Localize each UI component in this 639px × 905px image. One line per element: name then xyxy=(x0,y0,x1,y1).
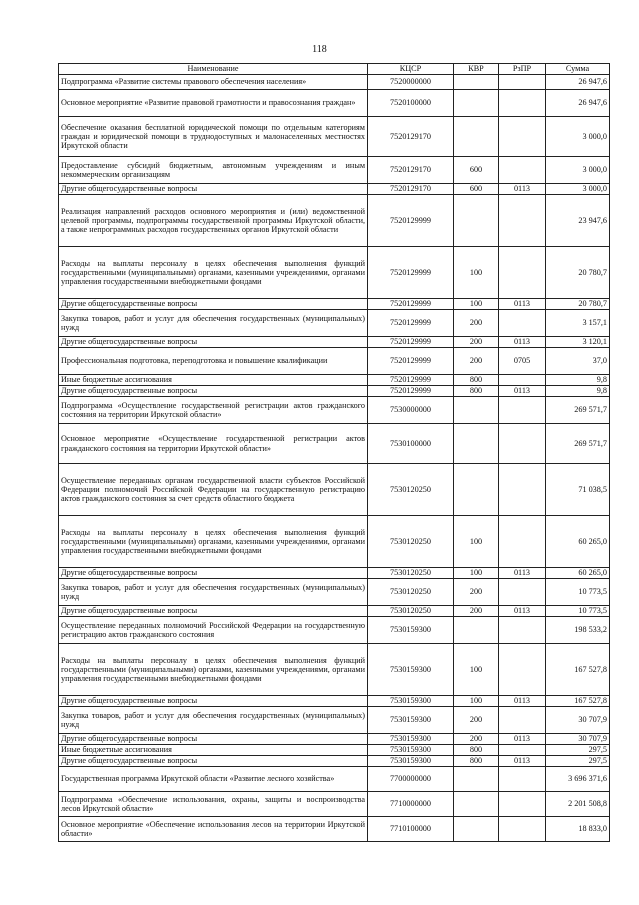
row-kcsr: 7530120250 xyxy=(368,606,454,617)
row-amount: 297,5 xyxy=(546,745,610,756)
table-row xyxy=(59,397,610,424)
row-name: Подпрограмма «Обеспечение использования, охраны, защиты и воспроизводства лесов Иркутской области» xyxy=(59,792,368,817)
row-amount: 3 120,1 xyxy=(546,337,610,348)
row-kcsr: 7710100000 xyxy=(368,817,454,842)
budget-table xyxy=(58,63,610,842)
row-amount: 37,0 xyxy=(546,348,610,375)
row-rzpr xyxy=(499,644,546,696)
row-kcsr: 7530159300 xyxy=(368,745,454,756)
row-amount: 20 780,7 xyxy=(546,247,610,299)
table-row xyxy=(59,606,610,617)
row-name: Другие общегосударственные вопросы xyxy=(59,337,368,348)
row-kvr xyxy=(454,792,499,817)
row-name: Другие общегосударственные вопросы xyxy=(59,386,368,397)
row-kvr: 200 xyxy=(454,348,499,375)
row-rzpr xyxy=(499,310,546,337)
row-amount: 198 533,2 xyxy=(546,617,610,644)
row-amount: 30 707,9 xyxy=(546,734,610,745)
table-row xyxy=(59,348,610,375)
table-row xyxy=(59,707,610,734)
row-kvr: 800 xyxy=(454,745,499,756)
table-row xyxy=(59,157,610,184)
row-amount: 9,8 xyxy=(546,375,610,386)
row-kcsr: 7530120250 xyxy=(368,568,454,579)
row-kcsr: 7520129999 xyxy=(368,337,454,348)
table-row xyxy=(59,184,610,195)
table-row xyxy=(59,696,610,707)
row-amount: 3 157,1 xyxy=(546,310,610,337)
row-amount: 269 571,7 xyxy=(546,424,610,464)
row-name: Расходы на выплаты персоналу в целях обеспечения выполнения функций государственными (муниципальными) органами, казенными учреждениями, органами управления государственными внебюджетными фондами xyxy=(59,247,368,299)
row-name: Предоставление субсидий бюджетным, автономным учреждениям и иным некоммерческим организациям xyxy=(59,157,368,184)
table-header-row xyxy=(59,64,610,75)
row-kvr: 200 xyxy=(454,707,499,734)
row-kcsr: 7530159300 xyxy=(368,734,454,745)
table-row xyxy=(59,90,610,117)
row-rzpr: 0113 xyxy=(499,337,546,348)
row-rzpr: 0705 xyxy=(499,348,546,375)
row-kvr xyxy=(454,117,499,157)
row-kcsr: 7520129999 xyxy=(368,195,454,247)
row-kvr: 600 xyxy=(454,184,499,195)
row-amount: 10 773,5 xyxy=(546,579,610,606)
row-kcsr: 7520100000 xyxy=(368,90,454,117)
row-kcsr: 7520000000 xyxy=(368,75,454,90)
row-rzpr: 0113 xyxy=(499,756,546,767)
row-amount: 30 707,9 xyxy=(546,707,610,734)
row-name: Подпрограмма «Осуществление государственной регистрации актов гражданского состояния на территории Иркутской области» xyxy=(59,397,368,424)
table-row xyxy=(59,247,610,299)
row-kcsr: 7520129999 xyxy=(368,386,454,397)
row-amount: 167 527,8 xyxy=(546,696,610,707)
row-rzpr xyxy=(499,375,546,386)
row-kcsr: 7530159300 xyxy=(368,707,454,734)
header-kcsr: КЦСР xyxy=(368,64,454,75)
row-amount: 167 527,8 xyxy=(546,644,610,696)
row-kvr: 100 xyxy=(454,516,499,568)
row-rzpr xyxy=(499,707,546,734)
row-kvr xyxy=(454,195,499,247)
row-rzpr xyxy=(499,792,546,817)
row-kvr: 600 xyxy=(454,157,499,184)
row-amount: 60 265,0 xyxy=(546,568,610,579)
row-rzpr: 0113 xyxy=(499,568,546,579)
row-kcsr: 7710000000 xyxy=(368,792,454,817)
row-kcsr: 7520129999 xyxy=(368,310,454,337)
row-kcsr: 7520129999 xyxy=(368,348,454,375)
table-row xyxy=(59,424,610,464)
row-kvr: 800 xyxy=(454,386,499,397)
row-name: Другие общегосударственные вопросы xyxy=(59,734,368,745)
row-kvr xyxy=(454,817,499,842)
table-row xyxy=(59,386,610,397)
table-row xyxy=(59,745,610,756)
page-number: 118 xyxy=(312,44,327,55)
row-amount: 26 947,6 xyxy=(546,75,610,90)
row-kvr: 200 xyxy=(454,734,499,745)
row-kcsr: 7520129999 xyxy=(368,375,454,386)
row-name: Иные бюджетные ассигнования xyxy=(59,375,368,386)
header-kvr: КВР xyxy=(454,64,499,75)
row-kvr: 200 xyxy=(454,337,499,348)
row-amount: 9,8 xyxy=(546,386,610,397)
row-kvr: 200 xyxy=(454,579,499,606)
table-row xyxy=(59,817,610,842)
row-rzpr: 0113 xyxy=(499,184,546,195)
row-name: Другие общегосударственные вопросы xyxy=(59,696,368,707)
row-name: Расходы на выплаты персоналу в целях обеспечения выполнения функций государственными (муниципальными) органами, казенными учреждениями, органами управления государственными внебюджетными фондами xyxy=(59,644,368,696)
row-rzpr xyxy=(499,117,546,157)
header-amount: Сумма xyxy=(546,64,610,75)
row-rzpr: 0113 xyxy=(499,386,546,397)
row-amount: 26 947,6 xyxy=(546,90,610,117)
row-rzpr xyxy=(499,157,546,184)
row-name: Государственная программа Иркутской области «Развитие лесного хозяйства» xyxy=(59,767,368,792)
row-amount: 3 000,0 xyxy=(546,157,610,184)
row-kcsr: 7530120250 xyxy=(368,464,454,516)
row-rzpr xyxy=(499,75,546,90)
row-name: Расходы на выплаты персоналу в целях обеспечения выполнения функций государственными (муниципальными) органами, казенными учреждениями, органами управления государственными внебюджетными фондами xyxy=(59,516,368,568)
row-kcsr: 7530159300 xyxy=(368,756,454,767)
row-name: Иные бюджетные ассигнования xyxy=(59,745,368,756)
table-row xyxy=(59,516,610,568)
row-rzpr: 0113 xyxy=(499,734,546,745)
row-name: Подпрограмма «Развитие системы правового обеспечения населения» xyxy=(59,75,368,90)
row-amount: 18 833,0 xyxy=(546,817,610,842)
row-name: Другие общегосударственные вопросы xyxy=(59,184,368,195)
row-name: Другие общегосударственные вопросы xyxy=(59,299,368,310)
row-kvr xyxy=(454,424,499,464)
row-amount: 297,5 xyxy=(546,756,610,767)
row-kvr xyxy=(454,397,499,424)
row-name: Основное мероприятие «Обеспечение использования лесов на территории Иркутской области» xyxy=(59,817,368,842)
row-kvr xyxy=(454,617,499,644)
row-name: Другие общегосударственные вопросы xyxy=(59,756,368,767)
row-kcsr: 7530100000 xyxy=(368,424,454,464)
row-amount: 60 265,0 xyxy=(546,516,610,568)
row-amount: 10 773,5 xyxy=(546,606,610,617)
row-kvr xyxy=(454,767,499,792)
table-row xyxy=(59,579,610,606)
row-name: Основное мероприятие «Развитие правовой грамотности и правосознания граждан» xyxy=(59,90,368,117)
table-row xyxy=(59,464,610,516)
row-kcsr: 7530120250 xyxy=(368,579,454,606)
row-name: Закупка товаров, работ и услуг для обеспечения государственных (муниципальных) нужд xyxy=(59,310,368,337)
table-row xyxy=(59,299,610,310)
row-name: Закупка товаров, работ и услуг для обеспечения государственных (муниципальных) нужд xyxy=(59,579,368,606)
row-kvr: 800 xyxy=(454,756,499,767)
row-rzpr xyxy=(499,617,546,644)
table-row xyxy=(59,756,610,767)
row-kvr: 100 xyxy=(454,299,499,310)
table-row xyxy=(59,792,610,817)
table-row xyxy=(59,337,610,348)
row-rzpr xyxy=(499,464,546,516)
table-row xyxy=(59,195,610,247)
row-kcsr: 7530000000 xyxy=(368,397,454,424)
row-rzpr: 0113 xyxy=(499,299,546,310)
row-amount: 3 696 371,6 xyxy=(546,767,610,792)
table-row xyxy=(59,75,610,90)
table-row xyxy=(59,568,610,579)
row-kcsr: 7530120250 xyxy=(368,516,454,568)
row-rzpr xyxy=(499,247,546,299)
row-name: Осуществление переданных полномочий Российской Федерации на государственную регистрацию актов гражданского состояния xyxy=(59,617,368,644)
row-amount: 269 571,7 xyxy=(546,397,610,424)
row-amount: 2 201 508,8 xyxy=(546,792,610,817)
row-kcsr: 7520129170 xyxy=(368,157,454,184)
table-row xyxy=(59,617,610,644)
row-kvr: 800 xyxy=(454,375,499,386)
row-kvr: 100 xyxy=(454,644,499,696)
row-kcsr: 7530159300 xyxy=(368,696,454,707)
row-kvr: 100 xyxy=(454,247,499,299)
row-name: Осуществление переданных органам государственной власти субъектов Российской Федерации полномочий Российской Федерации на государственную регистрацию актов гражданского состояния за счет средств областного бюджета xyxy=(59,464,368,516)
row-amount: 3 000,0 xyxy=(546,117,610,157)
row-rzpr xyxy=(499,579,546,606)
row-kcsr: 7520129999 xyxy=(368,299,454,310)
row-rzpr xyxy=(499,767,546,792)
row-kvr: 200 xyxy=(454,310,499,337)
header-name: Наименование xyxy=(59,64,368,75)
row-amount: 23 947,6 xyxy=(546,195,610,247)
row-name: Другие общегосударственные вопросы xyxy=(59,606,368,617)
row-rzpr xyxy=(499,745,546,756)
row-name: Реализация направлений расходов основного мероприятия и (или) ведомственной целевой программы, подпрограммы государственной программы Иркутской области, а также непрограммных расходов государственных органов Иркутской области xyxy=(59,195,368,247)
row-name: Закупка товаров, работ и услуг для обеспечения государственных (муниципальных) нужд xyxy=(59,707,368,734)
row-rzpr xyxy=(499,397,546,424)
row-amount: 20 780,7 xyxy=(546,299,610,310)
row-kvr: 200 xyxy=(454,606,499,617)
row-kvr xyxy=(454,75,499,90)
row-rzpr: 0113 xyxy=(499,696,546,707)
row-amount: 3 000,0 xyxy=(546,184,610,195)
row-rzpr xyxy=(499,90,546,117)
table-row xyxy=(59,767,610,792)
row-rzpr xyxy=(499,424,546,464)
row-rzpr xyxy=(499,516,546,568)
row-kcsr: 7530159300 xyxy=(368,644,454,696)
row-kvr: 100 xyxy=(454,696,499,707)
row-name: Профессиональная подготовка, переподготовка и повышение квалификации xyxy=(59,348,368,375)
header-rzpr: РзПР xyxy=(499,64,546,75)
row-name: Основное мероприятие «Осуществление государственной регистрации актов гражданского состояния на территории Иркутской области» xyxy=(59,424,368,464)
row-kcsr: 7530159300 xyxy=(368,617,454,644)
row-kvr: 100 xyxy=(454,568,499,579)
row-kcsr: 7520129170 xyxy=(368,184,454,195)
row-kvr xyxy=(454,464,499,516)
row-kcsr: 7700000000 xyxy=(368,767,454,792)
row-name: Обеспечение оказания бесплатной юридической помощи по отдельным категориям граждан и юридической помощи в труднодоступных и малонаселенных местностях Иркутской области xyxy=(59,117,368,157)
table-row xyxy=(59,734,610,745)
table-row xyxy=(59,644,610,696)
row-name: Другие общегосударственные вопросы xyxy=(59,568,368,579)
table-row xyxy=(59,375,610,386)
table-row xyxy=(59,310,610,337)
row-kcsr: 7520129999 xyxy=(368,247,454,299)
table-body xyxy=(59,75,610,842)
table-row xyxy=(59,117,610,157)
row-kcsr: 7520129170 xyxy=(368,117,454,157)
row-rzpr: 0113 xyxy=(499,606,546,617)
row-amount: 71 038,5 xyxy=(546,464,610,516)
row-kvr xyxy=(454,90,499,117)
row-rzpr xyxy=(499,195,546,247)
row-rzpr xyxy=(499,817,546,842)
